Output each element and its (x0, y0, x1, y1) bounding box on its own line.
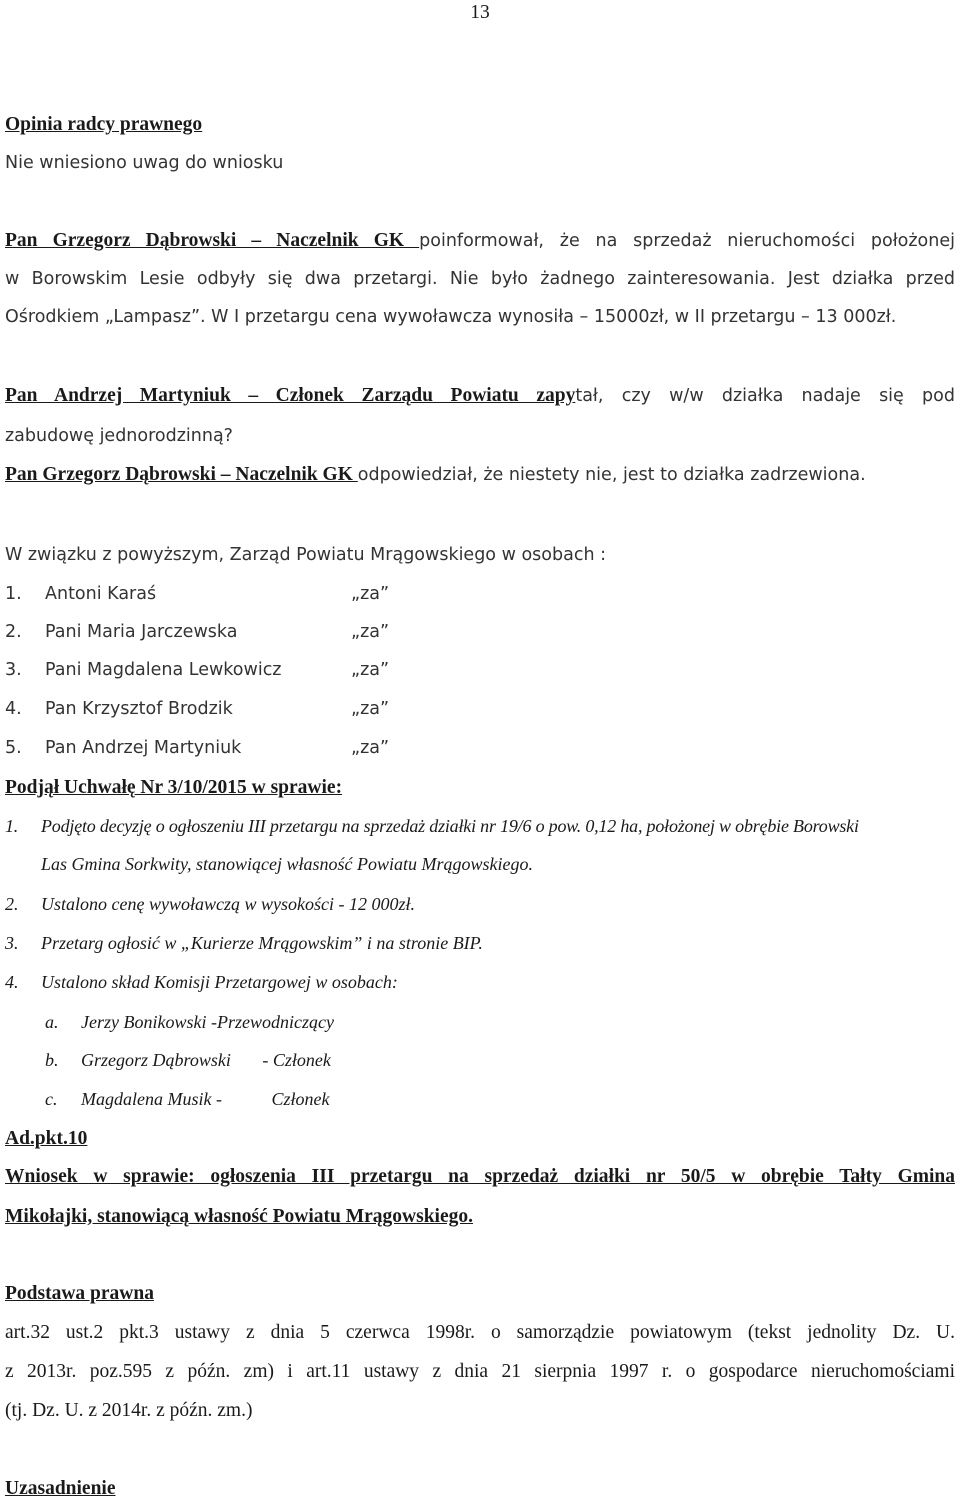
resolution-text: Ustalono cenę wywoławczą w wysokości - 12 000zł. (41, 894, 415, 914)
resolution-item-1-cont: Las Gmina Sorkwity, stanowiącej własność Powiatu Mrągowskiego. (41, 854, 534, 874)
resolution-text: Podjęto decyzję o ogłoszeniu III przetargu na sprzedaż działki nr 19/6 o pow. 0,12 ha, położonej w obrębie Borowski (41, 816, 859, 836)
p2-line1-rest: tał, czy w/w działka nadaje się pod (575, 386, 955, 406)
resolution-num: 4. (5, 972, 19, 992)
vote-value: „za” (351, 622, 390, 642)
vote-item (5, 582, 389, 606)
p2-line2: zabudowę jednorodzinną? (5, 426, 233, 446)
vote-item (5, 697, 389, 721)
resolution-item-4 (5, 970, 398, 994)
vote-item (5, 736, 389, 760)
vote-value: „za” (351, 584, 390, 604)
vote-intro: W związku z powyższym, Zarząd Powiatu Mrągowskiego w osobach : (5, 545, 606, 565)
legal-basis-line1: art.32 ust.2 pkt.3 ustawy z dnia 5 czerwca 1998r. o samorządzie powiatowym (tekst jednolity Dz. U. (5, 1322, 955, 1343)
vote-name: Pan Krzysztof Brodzik (45, 699, 233, 719)
committee-idx: c. (45, 1089, 58, 1109)
resolution-heading: Podjął Uchwałę Nr 3/10/2015 w sprawie: (5, 777, 343, 798)
vote-value: „za” (351, 738, 390, 758)
resolution-item-1 (5, 814, 859, 838)
agenda-point-heading: Ad.pkt.10 (5, 1128, 88, 1149)
resolution-num: 2. (5, 894, 19, 914)
speaker-name: Pan Grzegorz Dąbrowski – Naczelnik GK (5, 464, 358, 485)
vote-num: 2. (5, 622, 22, 642)
resolution-num: 3. (5, 933, 19, 953)
legal-basis-line2: z 2013r. poz.595 z późn. zm) i art.11 ustawy z dnia 21 sierpnia 1997 r. o gospodarce nieruchomościami (5, 1361, 955, 1382)
p1-line1 (5, 229, 955, 253)
committee-text: Jerzy Bonikowski -Przewodniczący (81, 1012, 334, 1032)
resolution-item-3 (5, 931, 483, 955)
vote-name: Pan Andrzej Martyniuk (45, 738, 242, 758)
speaker-name: Pan Grzegorz Dąbrowski – Naczelnik GK (5, 230, 420, 251)
committee-idx: b. (45, 1050, 59, 1070)
vote-value: „za” (351, 660, 390, 680)
resolution-text: Przetarg ogłosić w „Kurierze Mrągowskim” i na stronie BIP. (41, 933, 483, 953)
vote-num: 1. (5, 584, 22, 604)
committee-item (45, 1048, 331, 1072)
vote-num: 5. (5, 738, 22, 758)
p3-rest: odpowiedział, że niestety nie, jest to działka zadrzewiona. (357, 465, 866, 485)
vote-name: Pani Maria Jarczewska (45, 622, 238, 642)
resolution-text: Ustalono skład Komisji Przetargowej w osobach: (41, 972, 398, 992)
vote-name: Antoni Karaś (45, 584, 157, 604)
p1-line2: w Borowskim Lesie odbyły się dwa przetargi. Nie było żadnego zainteresowania. Jest działka przed (5, 269, 955, 289)
committee-item (45, 1087, 329, 1111)
vote-item (5, 658, 389, 682)
legal-basis-line3: (tj. Dz. U. z 2014r. z późn. zm.) (5, 1400, 253, 1421)
committee-item (45, 1010, 334, 1034)
p2-line1 (5, 384, 955, 408)
committee-text: Magdalena Musik - Członek (81, 1089, 330, 1109)
vote-name: Pani Magdalena Lewkowicz (45, 660, 282, 680)
p3-line (5, 463, 866, 487)
page-number: 13 (470, 2, 490, 23)
committee-idx: a. (45, 1012, 59, 1032)
justification-heading: Uzasadnienie (5, 1478, 116, 1499)
speaker-name: Pan Andrzej Martyniuk – Członek Zarządu Powiatu zapy (5, 385, 576, 406)
motion-line2: Mikołajki, stanowiącą własność Powiatu Mrągowskiego. (5, 1206, 473, 1227)
vote-num: 3. (5, 660, 22, 680)
vote-num: 4. (5, 699, 22, 719)
p1-line3: Ośrodkiem „Lampasz”. W I przetargu cena wywoławcza wynosiła – 15000zł, w II przetargu – 13 000zł. (5, 307, 897, 327)
p1-line1-rest: poinformował, że na sprzedaż nieruchomości położonej (419, 231, 955, 251)
opinion-heading: Opinia radcy prawnego (5, 114, 203, 135)
legal-basis-heading: Podstawa prawna (5, 1283, 154, 1304)
vote-item (5, 620, 389, 644)
opinion-text: Nie wniesiono uwag do wniosku (5, 153, 284, 173)
resolution-num: 1. (5, 816, 19, 836)
motion-line1: Wniosek w sprawie: ogłoszenia III przetargu na sprzedaż działki nr 50/5 w obrębie Tałty Gmina (5, 1166, 955, 1187)
resolution-item-2 (5, 892, 415, 916)
vote-value: „za” (351, 699, 390, 719)
committee-text: Grzegorz Dąbrowski - Członek (81, 1050, 331, 1070)
